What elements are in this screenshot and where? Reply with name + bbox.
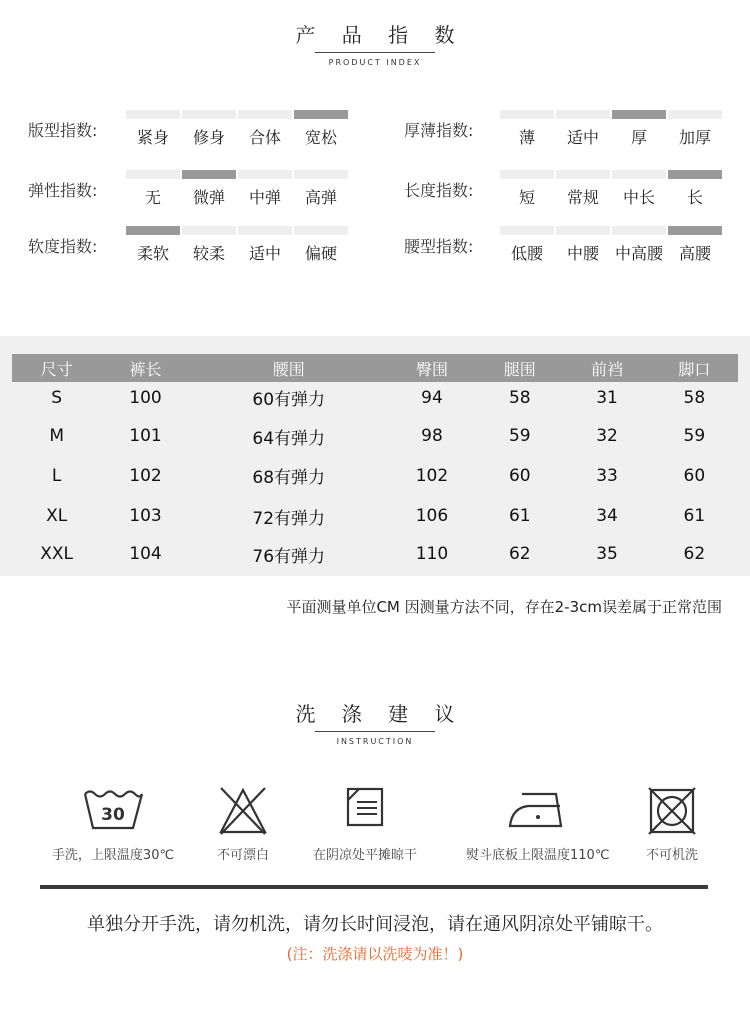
- index-bar: [238, 170, 292, 179]
- index-bar: [668, 170, 722, 179]
- index-bar: [182, 110, 236, 119]
- measurement-note: 平面测量单位CM 因测量方法不同，存在2-3cm误差属于正常范围: [286, 598, 722, 616]
- index-bar: [612, 226, 666, 235]
- wash-item-hand-wash: [43, 786, 183, 863]
- index-option: [181, 226, 237, 264]
- index-bar: [500, 226, 554, 235]
- table-row: [12, 540, 738, 568]
- index-option-label: 长: [686, 188, 703, 207]
- index-option-label: 短: [518, 188, 535, 207]
- index-bar: [238, 226, 292, 235]
- index-option: [667, 110, 723, 148]
- section-title: 产 品 指 数: [295, 23, 465, 47]
- table-cell: 98: [421, 426, 443, 446]
- table-cell: 35: [596, 544, 618, 564]
- index-bar: [500, 170, 554, 179]
- index-bar: [182, 226, 236, 235]
- index-option: [555, 170, 611, 208]
- table-row: [12, 382, 738, 413]
- table-cell: 60: [508, 465, 531, 486]
- no-bleach-icon: [173, 786, 313, 840]
- svg-text:30: 30: [101, 805, 125, 825]
- index-bar: [126, 110, 180, 119]
- index-bar: [556, 170, 610, 179]
- index-label: 软度指数:: [28, 237, 98, 256]
- index-label: 弹性指数:: [28, 181, 98, 200]
- column-header: 尺寸: [40, 359, 73, 379]
- section-subtitle: INSTRUCTION: [336, 737, 414, 746]
- table-cell: 72有弹力: [252, 508, 326, 529]
- column-header: 前裆: [591, 359, 624, 379]
- index-option-label: 中弹: [248, 188, 281, 207]
- table-cell: 76有弹力: [252, 546, 326, 567]
- section-title: 洗 涤 建 议: [295, 702, 465, 726]
- index-option: [293, 226, 349, 264]
- column-header: 脚口: [678, 359, 711, 379]
- index-bar: [294, 226, 348, 235]
- index-option-label: 无: [144, 188, 161, 207]
- index-option-label: 加厚: [678, 128, 711, 147]
- table-cell: 60有弹力: [252, 390, 326, 410]
- table-cell: 59: [508, 426, 531, 446]
- index-bar: [500, 110, 554, 119]
- table-cell: 64有弹力: [252, 428, 326, 449]
- index-bar: [612, 170, 666, 179]
- wash-item-dry-flat-shade: [295, 786, 435, 863]
- iron-low-icon: [466, 786, 606, 840]
- table-cell: 103: [129, 506, 162, 526]
- index-option-label: 合体: [248, 128, 281, 147]
- index-option: [237, 110, 293, 148]
- index-option: [667, 226, 723, 264]
- wash-caption: 不可机洗: [645, 848, 698, 863]
- index-bar: [294, 170, 348, 179]
- index-bar: [126, 170, 180, 179]
- column-header: 臀围: [415, 359, 448, 379]
- table-cell: 101: [129, 426, 162, 446]
- table-cell: 31: [596, 387, 618, 408]
- index-option-label: 修身: [192, 128, 225, 147]
- column-header: 裤长: [129, 359, 162, 379]
- table-cell: 110: [415, 544, 449, 564]
- index-option: [499, 226, 555, 264]
- wash-item-no-machine-wash: [602, 786, 742, 863]
- table-cell: 94: [421, 387, 443, 408]
- index-bar: [668, 110, 722, 119]
- index-bar: [238, 110, 292, 119]
- table-header-row: [12, 354, 738, 382]
- title-underline: [315, 52, 435, 53]
- section-divider: [40, 885, 708, 889]
- table-cell: 58: [508, 387, 531, 408]
- index-option-label: 偏硬: [304, 244, 337, 263]
- index-option-label: 常规: [566, 188, 599, 207]
- index-option: [125, 170, 181, 208]
- instruction-title: [0, 698, 750, 746]
- table-cell: 60: [683, 465, 706, 486]
- index-option: [125, 226, 181, 264]
- index-option-label: 微弹: [192, 188, 225, 207]
- index-option-label: 适中: [566, 128, 599, 147]
- index-bar: [556, 226, 610, 235]
- index-label: 长度指数:: [404, 181, 474, 200]
- table-cell: 61: [683, 506, 706, 526]
- wash-instructions: 单独分开手洗，请勿机洗，请勿长时间浸泡，请在通风阴凉处平铺晾干。: [87, 914, 663, 935]
- index-bar: [612, 110, 666, 119]
- column-header: 腰围: [272, 359, 305, 379]
- index-option-label: 紧身: [136, 128, 169, 147]
- table-row: [12, 459, 738, 492]
- wash-item-iron: [466, 786, 610, 863]
- index-option: [499, 110, 555, 148]
- index-option: [555, 110, 611, 148]
- index-bar: [668, 226, 722, 235]
- table-cell: 61: [508, 506, 531, 526]
- table-cell: 32: [596, 426, 618, 446]
- column-header: 腿围: [503, 359, 536, 379]
- index-label: 腰型指数:: [404, 237, 474, 256]
- index-option-label: 较柔: [192, 244, 225, 263]
- section-subtitle: PRODUCT INDEX: [328, 58, 422, 67]
- wash-caption: 在阴凉处平摊晾干: [312, 848, 417, 863]
- index-option-label: 宽松: [304, 128, 337, 147]
- index-label: 版型指数:: [28, 121, 98, 140]
- table-cell: 106: [415, 506, 449, 526]
- size-table: [12, 354, 738, 568]
- table-row: [12, 413, 738, 459]
- table-cell: 58: [683, 387, 706, 408]
- index-label: 厚薄指数:: [404, 121, 474, 140]
- product-index-title: [0, 19, 750, 67]
- index-option-label: 中长: [622, 188, 655, 207]
- index-option-label: 厚: [630, 128, 647, 147]
- index-option-label: 薄: [518, 128, 535, 147]
- index-bar: [182, 170, 236, 179]
- index-option: [667, 170, 723, 208]
- index-option: [293, 170, 349, 208]
- table-cell: 102: [415, 465, 449, 486]
- hand-wash-30-icon: [43, 786, 183, 840]
- index-option: [499, 170, 555, 208]
- index-option: [611, 170, 667, 208]
- wash-caption: 不可漂白: [216, 848, 269, 863]
- table-row: [12, 492, 738, 540]
- index-option: [611, 226, 667, 264]
- index-option-label: 中腰: [566, 244, 599, 263]
- table-cell: 34: [596, 506, 618, 526]
- table-cell: 68有弹力: [252, 468, 326, 488]
- table-cell: L: [51, 465, 62, 486]
- table-cell: S: [51, 387, 63, 408]
- table-cell: 59: [683, 426, 706, 446]
- wash-item-no-bleach: [173, 786, 313, 863]
- index-option-label: 中高腰: [614, 244, 663, 263]
- table-cell: XL: [46, 506, 68, 526]
- index-option: [237, 170, 293, 208]
- table-cell: M: [49, 426, 64, 446]
- title-underline: [315, 731, 435, 732]
- index-option-label: 低腰: [510, 244, 543, 263]
- index-option: [555, 226, 611, 264]
- index-option: [293, 110, 349, 148]
- dry-flat-shade-icon: [295, 786, 435, 840]
- index-option: [181, 110, 237, 148]
- index-option: [125, 110, 181, 148]
- index-option: [181, 170, 237, 208]
- index-bar: [556, 110, 610, 119]
- wash-caption: 熨斗底板上限温度110℃: [466, 848, 610, 863]
- table-cell: 100: [129, 387, 162, 408]
- index-option-label: 适中: [248, 244, 281, 263]
- table-cell: 62: [683, 544, 706, 564]
- no-machine-wash-icon: [602, 786, 742, 840]
- wash-caption: 手洗，上限温度30℃: [51, 848, 175, 863]
- index-option: [611, 110, 667, 148]
- index-option-label: 柔软: [136, 244, 169, 263]
- wash-label-note: (注：洗涤请以洗唛为准！): [286, 945, 464, 963]
- index-bar: [294, 110, 348, 119]
- index-option-label: 高腰: [678, 244, 711, 263]
- table-cell: 62: [508, 544, 531, 564]
- size-table-panel: [0, 336, 750, 576]
- index-bar: [126, 226, 180, 235]
- table-cell: 104: [129, 544, 162, 564]
- index-option: [237, 226, 293, 264]
- table-cell: XXL: [40, 544, 74, 564]
- table-cell: 33: [596, 465, 618, 486]
- index-option-label: 高弹: [304, 188, 337, 207]
- table-cell: 102: [129, 465, 162, 486]
